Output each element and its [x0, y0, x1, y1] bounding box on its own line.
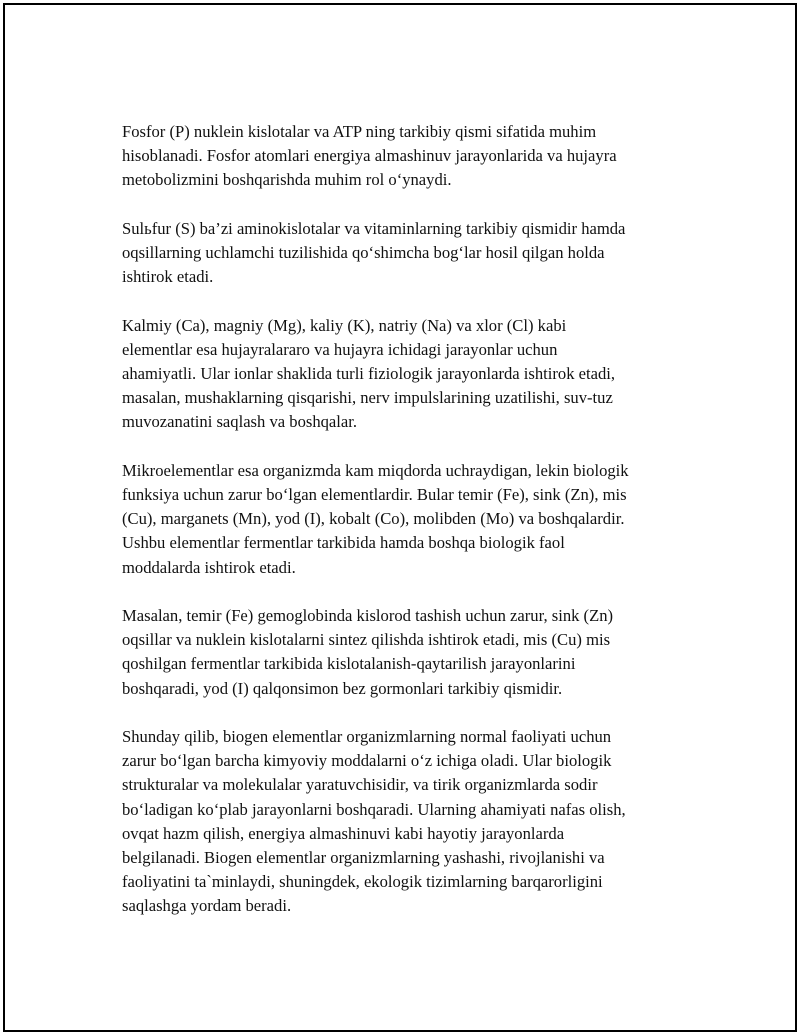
- text-line: oqsillarning uchlamchi tuzilishida qo‘shimcha bog‘lar hosil qilgan holda: [122, 243, 605, 262]
- text-line: boshqaradi, yod (I) qalqonsimon bez gormonlari tarkibiy qismidir.: [122, 678, 563, 698]
- document-body: [122, 120, 702, 943]
- text-line: (Cu), marganets (Mn), yod (I), kobalt (Co), molibden (Mo) va boshqalardir.: [122, 509, 625, 529]
- paragraph-phosphorus: [122, 120, 702, 193]
- paragraph-macroelements: [122, 314, 702, 435]
- text-line: elementlar esa hujayralararo va hujayra ichidagi jarayonlar uchun: [122, 339, 558, 359]
- text-line: bo‘ladigan ko‘plab jarayonlarni boshqaradi. Ularning ahamiyati nafas olish,: [122, 799, 626, 819]
- paragraph-microelements: [122, 459, 702, 580]
- paragraph-examples: [122, 604, 702, 701]
- text-line: ishtirok etadi.: [122, 267, 214, 287]
- text-line: funksiya uchun zarur bo‘lgan elementlardir. Bular temir (Fe), sink (Zn), mis: [122, 485, 627, 504]
- text-line: Fosfor (P) nuklein kislotalar va ATP ning tarkibiy qismi sifatida muhim: [122, 122, 597, 141]
- text-line: muvozanatini saqlash va boshqalar.: [122, 412, 358, 432]
- page-frame: [3, 3, 797, 1032]
- text-line: saqlashga yordam beradi.: [122, 896, 292, 916]
- text-line: moddalarda ishtirok etadi.: [122, 557, 296, 577]
- text-line: ahamiyatli. Ular ionlar shaklida turli fiziologik jarayonlarda ishtirok etadi,: [122, 364, 616, 383]
- text-line: Mikroelementlar esa organizmda kam miqdorda uchraydigan, lekin biologik: [122, 460, 629, 480]
- text-line: ovqat hazm qilish, energiya almashinuvi kabi hayotiy jarayonlarda: [122, 823, 565, 843]
- paragraph-sulfur: [122, 217, 702, 290]
- text-line: Shunday qilib, biogen elementlar organizmlarning normal faoliyati uchun: [122, 727, 612, 746]
- text-line: Ushbu elementlar fermentlar tarkibida hamda boshqa biologik faol: [122, 533, 565, 553]
- text-line: Masalan, temir (Fe) gemoglobinda kislorod tashish uchun zarur, sink (Zn): [122, 606, 614, 625]
- paragraph-conclusion: [122, 725, 702, 919]
- text-line: faoliyatini ta`minlaydi, shuningdek, ekologik tizimlarning barqarorligini: [122, 872, 603, 892]
- text-line: hisoblanadi. Fosfor atomlari energiya almashinuv jarayonlarida va hujayra: [122, 146, 617, 166]
- text-line: Kalmiy (Ca), magniy (Mg), kaliy (K), natriy (Na) va xlor (Cl) kabi: [122, 315, 567, 335]
- text-line: Sulьfur (S) ba’zi aminokislotalar va vitaminlarning tarkibiy qismidir hamda: [122, 218, 626, 238]
- text-line: strukturalar va molekulalar yaratuvchisidir, va tirik organizmlarda sodir: [122, 775, 598, 795]
- text-line: qoshilgan fermentlar tarkibida kislotalanish-qaytarilish jarayonlarini: [122, 654, 576, 674]
- text-line: oqsillar va nuklein kislotalarni sintez qilishda ishtirok etadi, mis (Cu) mis: [122, 630, 611, 650]
- text-line: belgilanadi. Biogen elementlar organizmlarning yashashi, rivojlanishi va: [122, 848, 605, 868]
- text-line: zarur bo‘lgan barcha kimyoviy moddalarni o‘z ichiga oladi. Ular biologik: [122, 751, 612, 771]
- text-line: masalan, mushaklarning qisqarishi, nerv impulslarining uzatilishi, suv-tuz: [122, 388, 613, 408]
- text-line: metobolizmini boshqarishda muhim rol o‘ynaydi.: [122, 170, 452, 190]
